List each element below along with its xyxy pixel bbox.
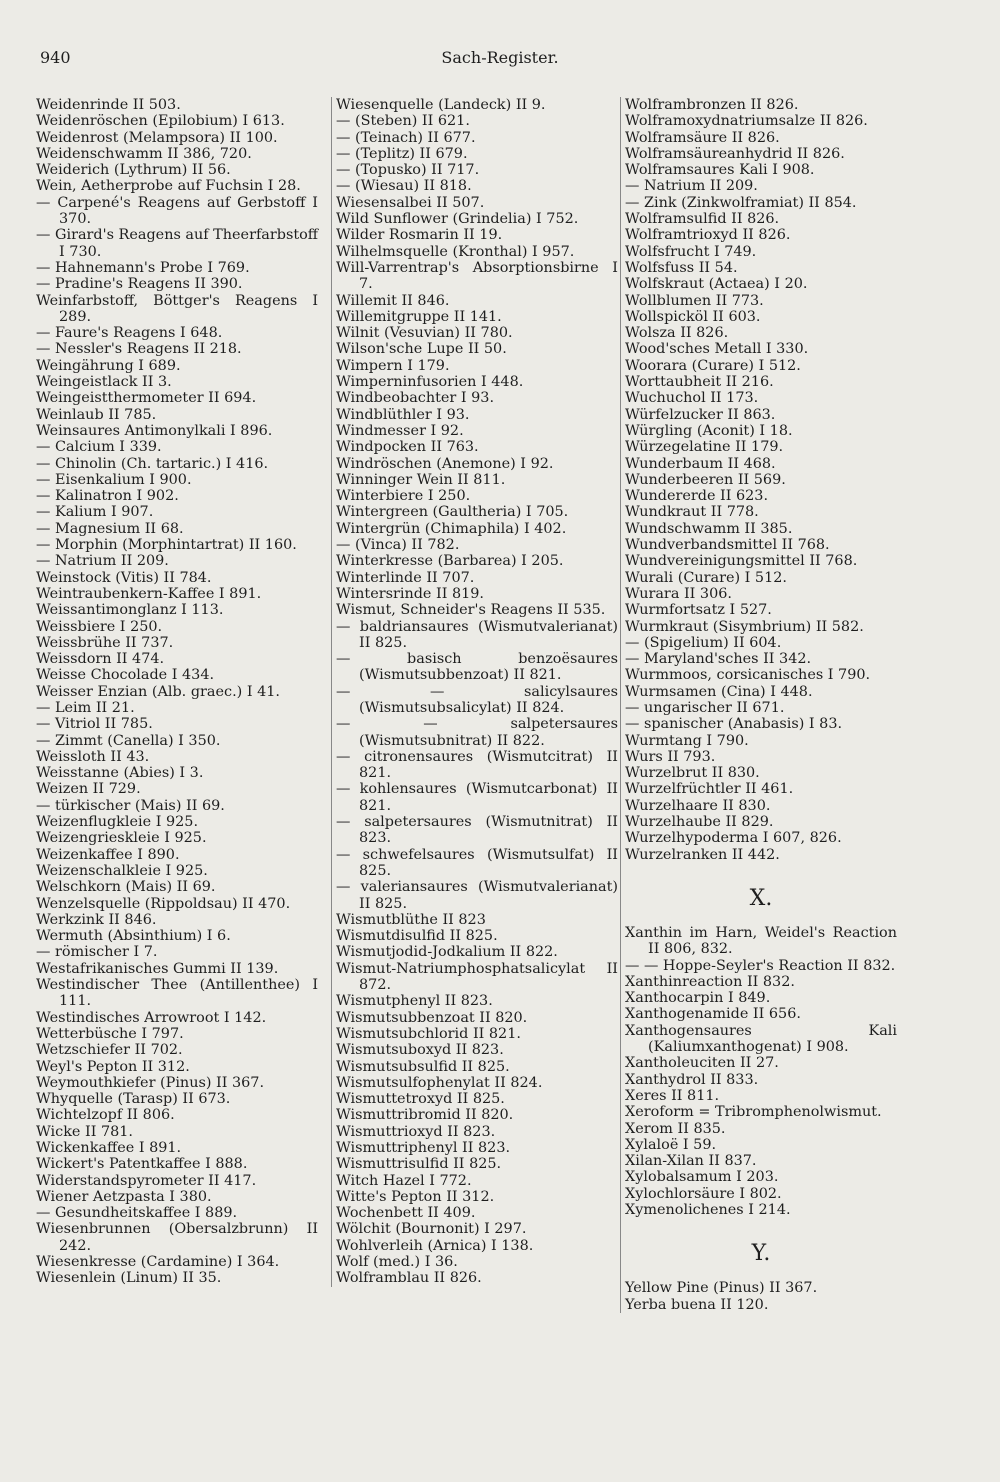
page-title: Sach-Register.	[441, 48, 559, 67]
index-entry: Wetzschiefer II 702.	[36, 1042, 183, 1059]
index-entry: Wimperninfusorien I 448.	[336, 374, 524, 391]
index-entry: Wilson'sche Lupe II 50.	[336, 341, 507, 358]
index-entry: Wintersrinde II 819.	[336, 585, 485, 602]
index-entry: Wurmsamen (Cina) I 448.	[625, 683, 813, 700]
index-entry: Wickenkaffee I 891.	[36, 1140, 182, 1156]
index-entry: Xanthocarpin I 849.	[625, 990, 771, 1007]
index-entry: Whyquelle (Tarasp) II 673.	[36, 1091, 231, 1108]
index-entry: — (Teinach) II 677.	[336, 129, 476, 146]
index-entry: — Pradine's Reagens II 390.	[36, 276, 243, 293]
index-entry: Wismutsubbenzoat II 820.	[336, 1009, 528, 1026]
index-entry: — Carpené's Reagens auf Gerbstoff I 370.	[36, 194, 318, 228]
index-entry: Xylobalsamum I 203.	[625, 1169, 779, 1186]
index-entry: — Zimmt (Canella) I 350.	[36, 732, 221, 749]
index-column-3	[620, 97, 897, 1313]
index-entry: Wismuttribromid II 820.	[336, 1107, 514, 1124]
index-entry: Weissbrühe II 737.	[36, 634, 174, 651]
index-entry: Wundererde II 623.	[625, 488, 769, 505]
index-entry: — Gesundheitskaffee I 889.	[36, 1205, 238, 1222]
index-entry: Wetterbüsche I 797.	[36, 1025, 184, 1042]
index-entry: Wunderbeeren II 569.	[625, 471, 786, 488]
index-entry: — Magnesium II 68.	[36, 520, 184, 537]
index-entry: Weingeistlack II 3.	[36, 374, 172, 391]
index-entry: — (Steben) II 621.	[336, 113, 470, 130]
index-entry: Weingeistthermometer II 694.	[36, 390, 257, 407]
index-entry: Wismut, Schneider's Reagens II 535.	[336, 602, 606, 619]
index-entry: Wismuttriphenyl II 823.	[336, 1140, 511, 1156]
index-entry: Wundkraut II 778.	[625, 504, 759, 521]
index-entry: — Girard's Reagens auf Theerfarbstoff I 730.	[36, 227, 318, 260]
index-entry: Wilnit (Vesuvian) II 780.	[336, 325, 513, 342]
index-entry: Weingährung I 689.	[36, 357, 181, 374]
index-entry: — Maryland'sches II 342.	[625, 651, 812, 668]
index-entry: — Natrium II 209.	[36, 553, 169, 570]
index-entry: Wismutsubsulfid II 825.	[336, 1058, 510, 1075]
index-entry: Wiener Aetzpasta I 380.	[36, 1188, 212, 1205]
index-entry: Windbeobachter I 93.	[336, 390, 495, 407]
index-entry: Weiderich (Lythrum) II 56.	[36, 162, 231, 179]
index-entry: Windmesser I 92.	[336, 422, 464, 439]
index-entry: — Kalinatron I 902.	[36, 488, 179, 505]
index-entry: Wolframbronzen II 826.	[625, 97, 799, 113]
index-entry: Wismutphenyl II 823.	[336, 993, 493, 1010]
index-entry: Wunderbaum II 468.	[625, 455, 776, 472]
index-entry: — (Wiesau) II 818.	[336, 178, 472, 195]
index-entry: Weisser Enzian (Alb. graec.) I 41.	[36, 683, 280, 700]
index-entry: Willemit II 846.	[336, 292, 450, 309]
index-entry: Windröschen (Anemone) I 92.	[336, 455, 554, 472]
index-entry: — (Vinca) II 782.	[336, 537, 460, 554]
index-entry: Wolframsäure II 826.	[625, 129, 780, 146]
index-entry: Wiesenkresse (Cardamine) I 364.	[36, 1254, 280, 1271]
index-entry: Weidenrost (Melampsora) II 100.	[36, 129, 278, 146]
index-entry: — ungarischer II 671.	[625, 699, 785, 716]
index-entry: Xeres II 811.	[625, 1087, 720, 1104]
index-entry: Wurs II 793.	[625, 748, 716, 765]
index-entry: Wismutjodid-Jodkalium II 822.	[336, 944, 558, 961]
index-list-w	[625, 97, 897, 863]
index-entry: Würzegelatine II 179.	[625, 439, 784, 456]
index-entry: Xanthogensaures Kali (Kaliumxanthogenat) I 908.	[625, 1022, 897, 1056]
index-entry: Winninger Wein II 811.	[336, 471, 506, 488]
index-entry: Wintergreen (Gaultheria) I 705.	[336, 504, 569, 521]
index-entry: Wichtelzopf II 806.	[36, 1107, 175, 1124]
index-entry: — (Topusko) II 717.	[336, 162, 480, 179]
index-entry: Wismuttrioxyd II 823.	[336, 1123, 496, 1140]
index-entry: Weidenröschen (Epilobium) I 613.	[36, 113, 285, 130]
index-entry: Wild Sunflower (Grindelia) I 752.	[336, 211, 579, 228]
index-entry: Weidenschwamm II 386, 720.	[36, 145, 252, 162]
index-entry: Welschkorn (Mais) II 69.	[36, 879, 216, 896]
index-entry: Weintraubenkern-Kaffee I 891.	[36, 585, 262, 602]
index-entry: — türkischer (Mais) II 69.	[36, 797, 225, 814]
index-entry: Weinfarbstoff, Böttger's Reagens I 289.	[36, 292, 318, 325]
index-entry: Winterkresse (Barbarea) I 205.	[336, 553, 564, 570]
index-list-x	[625, 925, 897, 1218]
index-entry: Weizenflugkleie I 925.	[36, 814, 199, 831]
index-entry: Wundvereinigungsmittel II 768.	[625, 553, 858, 570]
index-entry: — Eisenkalium I 900.	[36, 471, 192, 488]
index-entry: Wicke II 781.	[36, 1123, 133, 1140]
index-entry: Wermuth (Absinthium) I 6.	[36, 928, 231, 945]
index-entry: Wuchuchol II 173.	[625, 390, 759, 407]
index-entry: Wurzelhaare II 830.	[625, 797, 771, 814]
index-entry: Wurzelfrüchtler II 461.	[625, 781, 794, 798]
index-entry: Wismuttrisulfid II 825.	[336, 1156, 502, 1173]
index-entry: Weissantimonglanz I 113.	[36, 602, 224, 619]
index-column-2	[331, 97, 618, 1287]
index-entry: Würgling (Aconit) I 18.	[625, 422, 793, 439]
index-entry: Westindischer Thee (Antillenthee) I 111.	[36, 977, 318, 1010]
index-entry: Xantholeuciten II 27.	[625, 1055, 779, 1072]
index-entry: Wurmfortsatz I 527.	[625, 602, 772, 619]
index-entry: — Hahnemann's Probe I 769.	[36, 259, 250, 276]
index-entry: Wolframsäureanhydrid II 826.	[625, 145, 845, 162]
index-entry: Weizengrieskleie I 925.	[36, 830, 207, 847]
index-entry: Xanthogenamide II 656.	[625, 1006, 801, 1023]
index-entry: Wurali (Curare) I 512.	[625, 569, 787, 586]
index-entry: Wölchit (Bournonit) I 297.	[336, 1221, 527, 1238]
index-entry: Werkzink II 846.	[36, 911, 157, 928]
index-entry: Weidenrinde II 503.	[36, 97, 181, 113]
index-entry: Wolsza II 826.	[625, 325, 729, 342]
index-entry: Wiesenbrunnen (Obersalzbrunn) II 242.	[36, 1221, 318, 1254]
index-entry: Wolframtrioxyd II 826.	[625, 227, 791, 244]
index-entry: Wurzelbrut II 830.	[625, 765, 760, 782]
index-entry: Xylaloë I 59.	[625, 1136, 717, 1153]
index-entry: Xilan-Xilan II 837.	[625, 1153, 757, 1170]
index-entry: Will-Varrentrap's Absorptionsbirne I 7.	[336, 259, 618, 293]
index-entry: — Leim II 21.	[36, 699, 135, 716]
index-entry: Wolframoxydnatriumsalze II 826.	[625, 113, 868, 130]
index-entry: Witte's Pepton II 312.	[336, 1188, 495, 1205]
index-entry: Würfelzucker II 863.	[625, 406, 776, 423]
index-entry: Wein, Aetherprobe auf Fuchsin I 28.	[36, 178, 301, 195]
index-entry: Wolframsulfid II 826.	[625, 211, 780, 228]
index-entry: — Vitriol II 785.	[36, 716, 153, 733]
index-entry: — schwefelsaures (Wismutsulfat) II 825.	[336, 846, 618, 879]
index-entry: — salpetersaures (Wismutnitrat) II 823.	[336, 814, 618, 847]
index-entry: — baldriansaures (Wismutvalerianat) II 825.	[336, 618, 618, 651]
index-entry: Weisstanne (Abies) I 3.	[36, 765, 204, 782]
index-entry: Westindisches Arrowroot I 142.	[36, 1009, 267, 1026]
index-entry: Weyl's Pepton II 312.	[36, 1058, 190, 1075]
index-entry: Weizenkaffee I 890.	[36, 846, 180, 863]
index-entry: — (Spigelium) II 604.	[625, 634, 782, 651]
index-entry: Wundverbandsmittel II 768.	[625, 537, 830, 554]
index-entry: Weissbiere I 250.	[36, 618, 163, 635]
index-entry: Wismutsulfophenylat II 824.	[336, 1074, 543, 1091]
index-entry: Weizen II 729.	[36, 781, 141, 798]
index-entry: — Kalium I 907.	[36, 504, 154, 521]
index-entry: Woorara (Curare) I 512.	[625, 357, 801, 374]
index-entry: Wolframsaures Kali I 908.	[625, 162, 815, 179]
index-entry: — valeriansaures (Wismutvalerianat) II 825.	[336, 879, 618, 912]
index-entry: Westafrikanisches Gummi II 139.	[36, 960, 279, 977]
index-entry: — — salicylsaures (Wismutsubsalicylat) II 824.	[336, 683, 618, 716]
index-entry: Wohlverleih (Arnica) I 138.	[336, 1237, 534, 1254]
index-entry: Wolfsfuss II 54.	[625, 259, 738, 276]
index-entry: Xanthin im Harn, Weidel's Reaction II 806, 832.	[625, 924, 897, 958]
index-entry: Wolfskraut (Actaea) I 20.	[625, 276, 808, 293]
index-entry: Xymenolichenes I 214.	[625, 1202, 791, 1218]
index-entry: Wolf (med.) I 36.	[336, 1254, 458, 1271]
index-entry: Weissdorn II 474.	[36, 651, 165, 668]
index-entry: Witch Hazel I 772.	[336, 1172, 472, 1189]
index-entry: — (Teplitz) II 679.	[336, 145, 468, 162]
page-number: 940	[40, 48, 71, 67]
index-list-y	[625, 1280, 897, 1313]
index-entry: Wismut-Natriumphosphatsalicylat II 872.	[336, 960, 618, 994]
index-entry: Weinlaub II 785.	[36, 406, 157, 423]
index-entry: Xanthydrol II 833.	[625, 1071, 759, 1088]
index-entry: Wenzelsquelle (Rippoldsau) II 470.	[36, 895, 291, 912]
index-entry: Wilhelmsquelle (Kronthal) I 957.	[336, 243, 575, 260]
index-entry: — Calcium I 339.	[36, 439, 162, 456]
index-entry: Weissloth II 43.	[36, 748, 150, 765]
section-heading-x: X.	[749, 885, 773, 911]
index-entry: Yellow Pine (Pinus) II 367.	[625, 1280, 818, 1297]
index-column-1	[36, 97, 318, 1287]
index-entry: Wurzelhaube II 829.	[625, 814, 774, 831]
index-entry: Wood'sches Metall I 330.	[625, 341, 809, 358]
section-heading-y: Y.	[751, 1241, 771, 1267]
index-entry: Wurara II 306.	[625, 585, 732, 602]
index-entry: Wundschwamm II 385.	[625, 520, 793, 537]
index-entry: Xylochlorsäure I 802.	[625, 1185, 782, 1202]
index-entry: Wintergrün (Chimaphila) I 402.	[336, 520, 567, 537]
index-entry: Xanthinreaction II 832.	[625, 973, 795, 990]
index-entry: — citronensaures (Wismutcitrat) II 821.	[336, 748, 618, 782]
index-entry: Wurmkraut (Sisymbrium) II 582.	[625, 618, 864, 635]
index-entry: Wurzelhypoderma I 607, 826.	[625, 830, 842, 847]
index-entry: — Chinolin (Ch. tartaric.) I 416.	[36, 455, 269, 472]
index-entry: Weinsaures Antimonylkali I 896.	[36, 422, 273, 439]
index-entry: Xeroform = Tribromphenolwismut.	[625, 1104, 882, 1121]
index-entry: Wurzelranken II 442.	[625, 846, 780, 863]
index-entry: Worttaubheit II 216.	[625, 374, 774, 391]
index-entry: Winterlinde II 707.	[336, 569, 475, 586]
index-entry: Windpocken II 763.	[336, 439, 479, 456]
index-entry: Wismutdisulfid II 825.	[336, 928, 498, 945]
index-entry: Wiesenlein (Linum) II 35.	[36, 1270, 222, 1287]
index-entry: Wimpern I 179.	[336, 357, 450, 374]
index-entry: Willemitgruppe II 141.	[336, 308, 502, 325]
index-entry: — basisch benzoësaures (Wismutsubbenzoat) II 821.	[336, 651, 618, 684]
index-entry: — Morphin (Morphintartrat) II 160.	[36, 537, 297, 554]
index-entry: Wismutsubchlorid II 821.	[336, 1025, 521, 1042]
index-entry: — Zink (Zinkwolframiat) II 854.	[625, 194, 857, 211]
index-entry: Wollspicköl II 603.	[625, 308, 761, 325]
index-entry: Widerstandspyrometer II 417.	[36, 1172, 257, 1189]
index-entry: Weizenschalkleie I 925.	[36, 862, 208, 879]
index-entry: Wismutsuboxyd II 823.	[336, 1042, 504, 1059]
index-entry: — spanischer (Anabasis) I 83.	[625, 716, 843, 733]
index-entry: — — salpetersaures (Wismutsubnitrat) II 822.	[336, 716, 618, 749]
index-entry: Winterbiere I 250.	[336, 488, 471, 505]
index-entry: Xerom II 835.	[625, 1120, 726, 1137]
index-entry: Wolframblau II 826.	[336, 1270, 482, 1287]
index-entry: — kohlensaures (Wismutcarbonat) II 821.	[336, 781, 618, 814]
index-entry: — Nessler's Reagens II 218.	[36, 341, 242, 358]
index-entry: — — Hoppe-Seyler's Reaction II 832.	[625, 957, 896, 974]
index-entry: Wiesensalbei II 507.	[336, 194, 485, 211]
index-entry: Wurmmoos, corsicanisches I 790.	[625, 667, 871, 684]
index-entry: Wollblumen II 773.	[625, 292, 764, 309]
index-entry: Wickert's Patentkaffee I 888.	[36, 1156, 248, 1173]
index-entry: — Natrium II 209.	[625, 178, 758, 195]
index-entry: Yerba buena II 120.	[625, 1296, 769, 1313]
index-entry: Wochenbett II 409.	[336, 1205, 476, 1222]
index-entry: Wismutblüthe II 823	[336, 911, 486, 928]
index-entry: Wolfsfrucht I 749.	[625, 243, 757, 260]
index-entry: Wurmtang I 790.	[625, 732, 749, 749]
index-entry: Weinstock (Vitis) II 784.	[36, 569, 212, 586]
index-entry: Weymouthkiefer (Pinus) II 367.	[36, 1074, 265, 1091]
index-entry: Wilder Rosmarin II 19.	[336, 227, 503, 244]
index-entry: Wismuttetroxyd II 825.	[336, 1091, 505, 1108]
index-entry: Windblüthler I 93.	[336, 406, 470, 423]
index-entry: Weisse Chocolade I 434.	[36, 667, 215, 684]
index-entry: Wiesenquelle (Landeck) II 9.	[336, 97, 546, 113]
index-entry: — römischer I 7.	[36, 944, 158, 961]
index-entry: — Faure's Reagens I 648.	[36, 325, 223, 342]
